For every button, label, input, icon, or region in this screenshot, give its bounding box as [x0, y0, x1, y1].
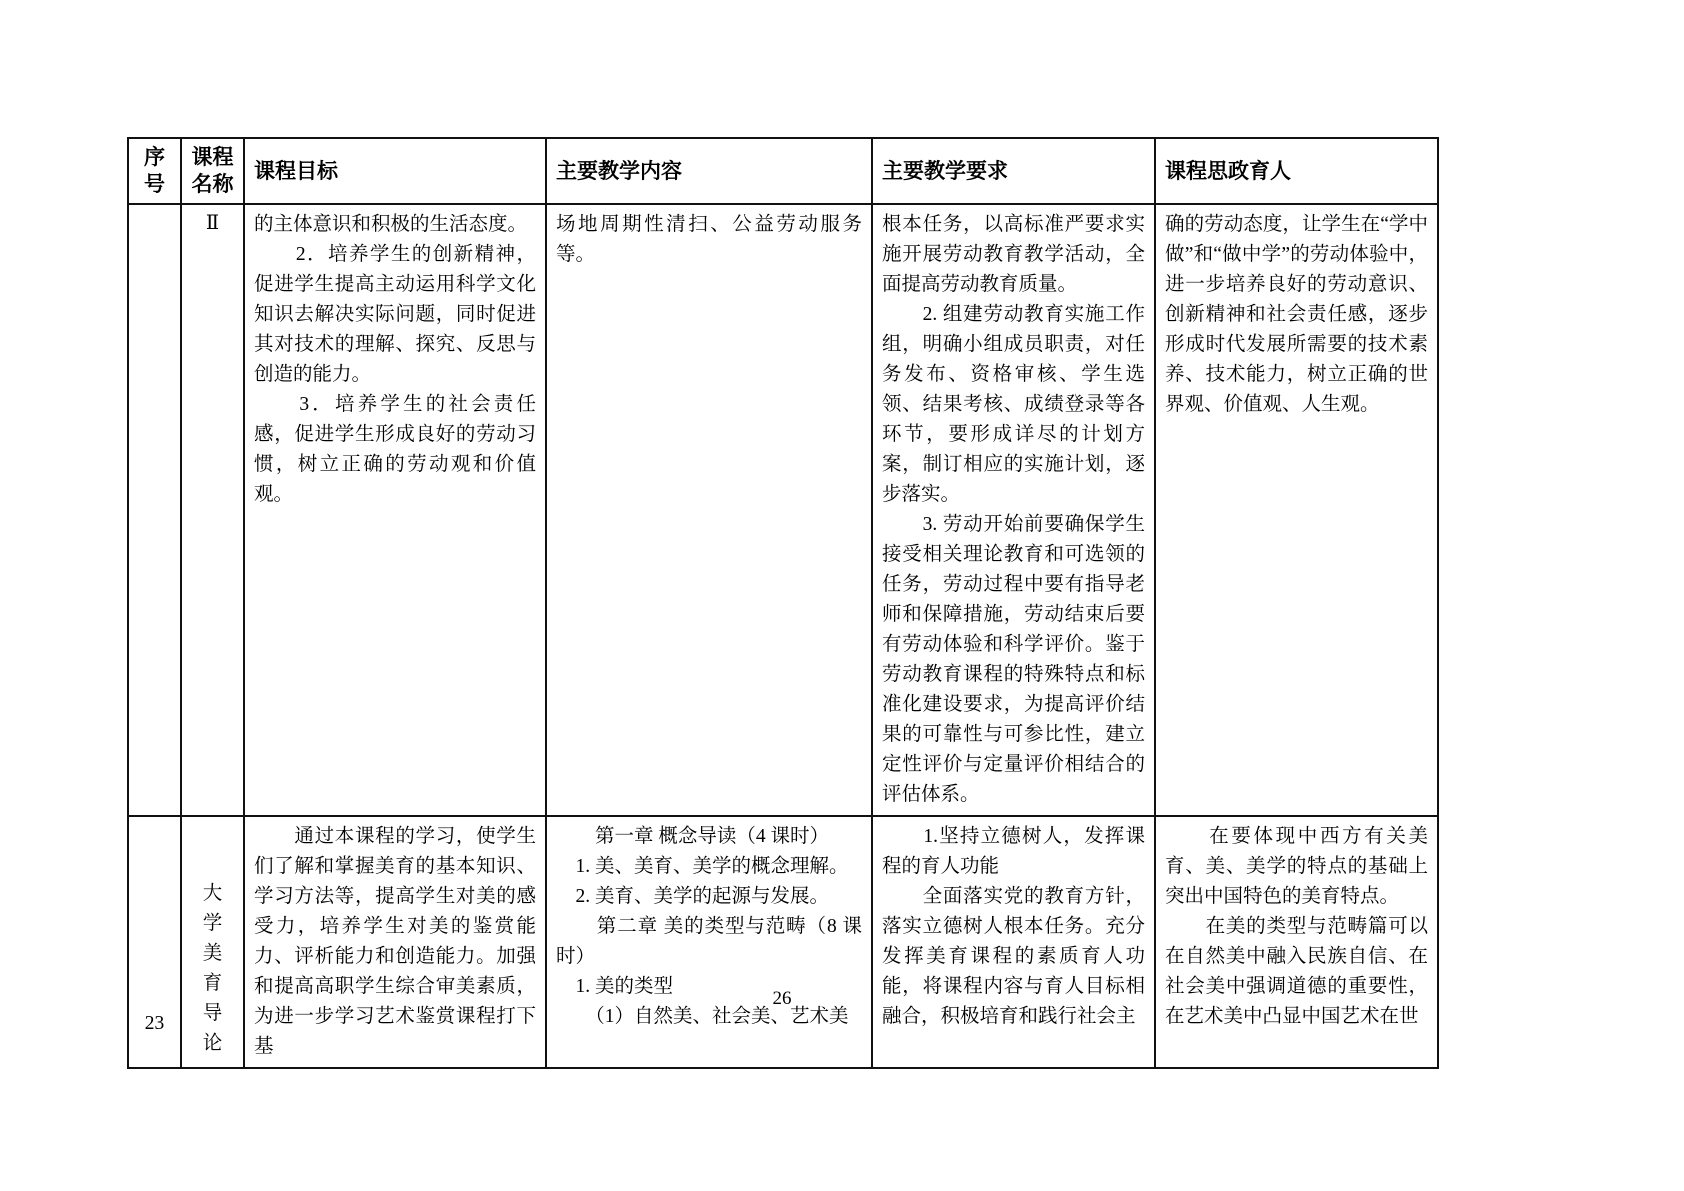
cell-ideology: 确的劳动态度，让学生在“学中做”和“做中学”的劳动体验中，进一步培养良好的劳动意识、创新精神和社会责任感，逐步形成时代发展所需要的技术素养、技术能力，树立正确的世界观、价值观、人生观。	[1155, 204, 1438, 816]
cell-requirements: 1.坚持立德树人，发挥课程的育人功能 全面落实党的教育方针，落实立德树人根本任务。充分发挥美育课程的素质育人功能，将课程内容与育人目标相融合，积极培育和践行社会主	[872, 816, 1155, 1068]
column-header-seq: 序 号	[128, 138, 181, 204]
cell-course-name: 大学 美育 导论	[181, 816, 244, 1068]
cell-objectives: 通过本课程的学习，使学生们了解和掌握美育的基本知识、学习方法等，提高学生对美的感受力，培养学生对美的鉴赏能力、评析能力和创造能力。加强和提高高职学生综合审美素质，为进一步学习艺术鉴赏课程打下基	[244, 816, 546, 1068]
page-number: 26	[772, 988, 792, 1009]
table-header-row	[128, 138, 1438, 204]
column-header-content: 主要教学内容	[546, 138, 872, 204]
cell-ideology: 在要体现中西方有关美育、美、美学的特点的基础上突出中国特色的美育特点。 在美的类型与范畴篇可以在自然美中融入民族自信、在社会美中强调道德的重要性，在艺术美中凸显中国艺术在世	[1155, 816, 1438, 1068]
table-row	[128, 816, 1438, 1068]
column-header-requirements: 主要教学要求	[872, 138, 1155, 204]
table-row	[128, 204, 1438, 816]
cell-seq: 23	[128, 816, 181, 1068]
cell-objectives: 的主体意识和积极的生活态度。 2．培养学生的创新精神，促进学生提高主动运用科学文化知识去解决实际问题，同时促进其对技术的理解、探究、反思与创造的能力。 3．培养学生的社会责任感，促进学生形成良好的劳动习惯，树立正确的劳动观和价值观。	[244, 204, 546, 816]
cell-requirements: 根本任务，以高标准严要求实施开展劳动教育教学活动，全面提高劳动教育质量。 2. 组建劳动教育实施工作组，明确小组成员职责，对任务发布、资格审核、学生选领、结果考核、成绩登录等各环节，要形成详尽的计划方案，制订相应的实施计划，逐步落实。 3. 劳动开始前要确保学生接受相关理论教育和可选领的任务，劳动过程中要有指导老师和保障措施，劳动结束后要有劳动体验和科学评价。鉴于劳动教育课程的特殊特点和标准化建设要求，为提高评价结果的可靠性与可参比性，建立定性评价与定量评价相结合的评估体系。	[872, 204, 1155, 816]
column-header-objectives: 课程目标	[244, 138, 546, 204]
cell-seq	[128, 204, 181, 816]
cell-content: 场地周期性清扫、公益劳动服务等。	[546, 204, 872, 816]
cell-course-name: Ⅱ	[181, 204, 244, 816]
column-header-course-name: 课程 名称	[181, 138, 244, 204]
column-header-ideology: 课程思政育人	[1155, 138, 1438, 204]
curriculum-table	[127, 137, 1439, 1069]
cell-content: 第一章 概念导读（4 课时） 1. 美、美育、美学的概念理解。 2. 美育、美学的起源与发展。 第二章 美的类型与范畴（8 课时） 1. 美的类型 （1）自然美、社会美、艺术美	[546, 816, 872, 1068]
